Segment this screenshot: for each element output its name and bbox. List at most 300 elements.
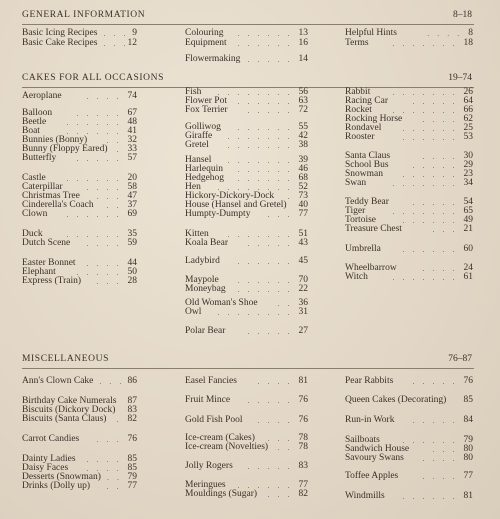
index-entry-name: Meringues [185, 480, 226, 490]
index-entry-name: Bunnies (Bonny) [22, 135, 88, 145]
index-entry-name: Giraffe [185, 131, 213, 141]
index-entry-page-number: 28 [127, 276, 137, 286]
index-entry-leader-dots: . . [277, 299, 293, 308]
index-entry-name: Hansel [185, 155, 212, 165]
index-entry-page-number: 57 [127, 153, 137, 163]
index-entry-leader-dots: . . . . . [76, 154, 122, 163]
index-entry-page-number: 14 [298, 54, 308, 64]
index-entry-name: Rocket [345, 105, 372, 115]
index-entry-page-number: 59 [127, 238, 137, 248]
index-entry-name: Snowman [345, 169, 383, 179]
index-entry [345, 376, 473, 387]
section-heading-general: GENERAL INFORMATION [22, 10, 146, 20]
index-entry-page-number: 55 [298, 122, 308, 132]
index-entry-page-number: 82 [127, 414, 137, 424]
index-entry [22, 238, 137, 249]
index-entry-name: Clown [22, 209, 48, 219]
index-entry [345, 272, 473, 283]
index-entry-page-number: 62 [463, 114, 473, 124]
index-entry-page-number: 52 [298, 182, 308, 192]
index-entry-page-number: 81 [463, 491, 473, 501]
index-entry-leader-dots: . . . [432, 225, 458, 234]
index-entry-page-number: 12 [127, 38, 137, 48]
index-entry-name: Toffee Apples [345, 471, 399, 481]
index-entry-page-number: 87 [127, 396, 137, 406]
index-entry [185, 415, 308, 426]
index-entry-page-number: 77 [298, 209, 308, 219]
index-entry-page-number: 9 [132, 28, 137, 38]
index-entry-leader-dots: . . . . . . . . [217, 88, 293, 97]
index-entry-leader-dots: . . . [267, 210, 293, 219]
index-entry-leader-dots: . . . . . . [402, 245, 458, 254]
index-entry-name: Biscuits (Santa Claus) [22, 414, 107, 424]
index-entry-name: Flowermaking [185, 54, 241, 64]
index-entry-page-number: 69 [127, 209, 137, 219]
index-entry-name: Dainty Ladies [22, 454, 76, 464]
index-entry-page-number: 61 [463, 272, 473, 282]
index-entry-name: Daisy Faces [22, 463, 69, 473]
index-entry-name: Koala Bear [185, 238, 228, 248]
index-entry-leader-dots: . . . . . . . [227, 132, 293, 141]
index-entry-page-number: 74 [127, 91, 137, 101]
index-entry-leader-dots: . . . . . . . . [217, 183, 293, 192]
index-entry-leader-dots: . . . . [427, 29, 463, 38]
index-entry-name: Colouring [185, 28, 224, 38]
index-entry-name: Biscuits (Dickory Dock) [22, 405, 116, 415]
index-entry-page-number: 44 [127, 258, 137, 268]
index-entry-name: Ladybird [185, 256, 220, 266]
index-entry-page-number: 73 [298, 191, 308, 201]
index-entry [22, 376, 137, 387]
index-entry-name: Fruit Mince [185, 395, 231, 405]
index-entry-leader-dots: . . . [96, 277, 122, 286]
index-entry [22, 209, 137, 220]
index-entry-leader-dots: . . . . . . [237, 97, 293, 106]
index-entry-leader-dots: . . . . . [412, 198, 458, 207]
index-entry-page-number: 34 [463, 178, 473, 188]
index-entry-name: Dutch Scene [22, 238, 71, 248]
index-entry-page-number: 24 [463, 263, 473, 273]
index-entry [185, 38, 308, 49]
index-entry-page-number: 78 [298, 442, 308, 452]
index-entry-name: Gold Fish Pool [185, 415, 243, 425]
index-entry-page-number: 16 [298, 38, 308, 48]
index-entry-leader-dots: . [116, 145, 122, 154]
index-entry [185, 209, 308, 220]
index-entry-leader-dots: . . . . . . [402, 216, 458, 225]
index-entry-leader-dots: . . . . [86, 259, 122, 268]
index-entry-page-number: 41 [127, 126, 137, 136]
index-entry-name: Balloon [22, 108, 53, 118]
index-entry-page-number: 8 [468, 28, 473, 38]
index-entry-name: Sailboats [345, 435, 380, 445]
index-entry-leader-dots: . . . . . . . [392, 207, 458, 216]
index-entry-leader-dots: . . . . . [76, 268, 122, 277]
index-entry [185, 284, 308, 295]
index-entry-leader-dots: . . . [99, 377, 125, 386]
index-entry-name: Ann's Clown Cake [22, 376, 94, 386]
index-entry [185, 140, 308, 151]
index-entry-leader-dots: . . . . . . [402, 436, 458, 445]
index-entry-leader-dots: . . [106, 201, 122, 210]
index-entry-name: Teddy Bear [345, 197, 389, 207]
index-entry-page-number: 38 [298, 140, 308, 150]
index-entry-leader-dots: . . . . . . [66, 174, 122, 183]
index-entry-name: Hedgehog [185, 173, 225, 183]
index-entry-leader-dots: . . . . . [247, 55, 293, 64]
section-range-misc: 76–87 [448, 354, 472, 364]
index-entry-page-number: 86 [127, 376, 137, 386]
index-entry [185, 489, 308, 500]
index-entry-page-number: 20 [127, 173, 137, 183]
index-entry-page-number: 49 [463, 215, 473, 225]
index-entry-leader-dots: . . . [103, 39, 129, 48]
index-entry-name: Mouldings (Sugar) [185, 489, 258, 499]
section-range-cakes: 19–74 [448, 73, 472, 83]
index-entry-name: Caterpillar [22, 182, 63, 192]
index-entry-leader-dots: . . . . [86, 183, 122, 192]
index-entry-name: Carrot Candies [22, 434, 80, 444]
index-entry-page-number: 40 [298, 200, 308, 210]
index-entry-leader-dots: . [287, 192, 293, 201]
index-entry-page-number: 67 [127, 108, 137, 118]
index-entry-page-number: 46 [298, 164, 308, 174]
index-entry-leader-dots: . . [106, 482, 122, 491]
index-entry-page-number: 77 [298, 480, 308, 490]
index-entry-page-number: 37 [127, 200, 137, 210]
index-entry-name: Old Woman's Shoe [185, 298, 258, 308]
index-entry-name: Kitten [185, 229, 209, 239]
index-entry [22, 38, 137, 49]
index-entry-page-number: 79 [127, 472, 137, 482]
index-entry [185, 395, 308, 406]
index-entry-name: Rabbit [345, 87, 371, 97]
index-entry-name: Butterfly [22, 153, 57, 163]
index-entry [22, 276, 137, 287]
index-entry-page-number: 43 [298, 238, 308, 248]
index-entry-name: Bunny (Floppy Eared) [22, 144, 108, 154]
index-entry-page-number: 21 [463, 224, 473, 234]
index-entry-leader-dots: . . . . [257, 377, 293, 386]
index-entry [185, 376, 308, 387]
index-entry-page-number: 51 [298, 229, 308, 239]
index-entry-leader-dots: . . . . . [76, 109, 122, 118]
index-entry-page-number: 13 [298, 28, 308, 38]
index-entry-page-number: 50 [127, 267, 137, 277]
index-entry-name: Birthday Cake Numerals [22, 396, 117, 406]
index-entry-name: Christmas Tree [22, 191, 80, 201]
index-entry-leader-dots: . . . . . . [66, 230, 122, 239]
index-entry [22, 434, 137, 445]
index-entry-page-number: 64 [463, 96, 473, 106]
index-entry-name: Wheelbarrow [345, 263, 397, 273]
index-entry-leader-dots: . . . . . . [66, 118, 122, 127]
index-entry-page-number: 31 [298, 307, 308, 317]
index-entry-page-number: 22 [298, 284, 308, 294]
index-entry-page-number: 39 [298, 155, 308, 165]
index-entry-leader-dots: . . [277, 443, 293, 452]
index-entry-name: Maypole [185, 275, 219, 285]
index-entry-name: Gretel [185, 140, 209, 150]
index-entry-leader-dots: . . . [103, 29, 129, 38]
index-entry-page-number: 66 [463, 105, 473, 115]
index-entry-name: Pear Rabbits [345, 376, 394, 386]
index-entry-leader-dots: . . . . . . [402, 492, 458, 501]
index-entry-page-number: 18 [463, 38, 473, 48]
index-entry-name: House (Hansel and Gretel) [185, 200, 287, 210]
index-entry-name: Basic Cake Recipes [22, 38, 98, 48]
index-entry-page-number: 25 [463, 123, 473, 133]
index-entry-leader-dots: . . . . [86, 92, 122, 101]
index-entry-page-number: 26 [463, 87, 473, 97]
index-entry-page-number: 42 [298, 131, 308, 141]
index-entry-name: Tiger [345, 206, 366, 216]
index-entry-page-number: 29 [463, 160, 473, 170]
index-entry-leader-dots: . . . . . . [237, 39, 293, 48]
index-entry-name: Witch [345, 272, 368, 282]
index-entry-name: Polar Bear [185, 326, 226, 336]
index-entry-page-number: 36 [298, 298, 308, 308]
index-entry [345, 453, 473, 464]
index-entry-leader-dots: . . . . . [247, 327, 293, 336]
index-entry-name: Fish [185, 87, 202, 97]
index-entry-page-number: 30 [463, 151, 473, 161]
index-entry [22, 153, 137, 164]
index-entry-page-number: 56 [298, 87, 308, 97]
index-entry-leader-dots: . . . . . [412, 161, 458, 170]
index-entry [185, 54, 308, 65]
index-entry-name: Castle [22, 173, 46, 183]
index-entry-name: Umbrella [345, 244, 381, 254]
index-entry [185, 307, 308, 318]
index-entry-page-number: 80 [463, 444, 473, 454]
index-entry [345, 38, 473, 49]
index-entry-leader-dots: . . . . [422, 454, 458, 463]
index-entry-name: Terms [345, 38, 369, 48]
index-entry-leader-dots: . . . . . . [237, 276, 293, 285]
index-entry-page-number: 76 [463, 376, 473, 386]
index-entry [185, 461, 308, 472]
index-entry-name: Duck [22, 229, 43, 239]
index-entry-leader-dots: . [116, 415, 122, 424]
index-entry-name: Windmills [345, 491, 385, 501]
index-entry-page-number: 53 [463, 132, 473, 142]
index-entry [22, 414, 137, 425]
index-entry-leader-dots: . . . . . . . [392, 179, 458, 188]
index-entry-leader-dots: . . . . . . [237, 29, 293, 38]
index-entry [22, 481, 137, 492]
section-heading-cakes: CAKES FOR ALL OCCASIONS [22, 73, 164, 83]
index-entry-leader-dots: . . . . [86, 464, 122, 473]
index-entry-page-number: 60 [463, 244, 473, 254]
index-entry-leader-dots: . . . . . [247, 106, 293, 115]
index-entry [185, 105, 308, 116]
section-range-general: 8–18 [453, 10, 472, 20]
index-entry-name: Aeroplane [22, 91, 62, 101]
index-entry-leader-dots: . . . . . . . [227, 230, 293, 239]
section-divider-general [22, 24, 474, 25]
index-entry-leader-dots: . . . [432, 445, 458, 454]
index-entry-leader-dots: . . . . . [412, 97, 458, 106]
index-entry [345, 395, 473, 406]
index-entry-leader-dots: . . . . . . [237, 165, 293, 174]
index-entry [185, 238, 308, 249]
index-entry-page-number: 85 [463, 395, 473, 405]
index-entry-name: Sandwich House [345, 444, 410, 454]
index-entry-page-number: 77 [463, 471, 473, 481]
index-entry-name: Rocking Horse [345, 114, 403, 124]
index-entry-name: Owl [185, 307, 202, 317]
index-entry-page-number: 65 [463, 206, 473, 216]
index-entry-name: Golliwog [185, 122, 221, 132]
index-entry-name: Easter Bonnet [22, 258, 76, 268]
index-entry-leader-dots: . . . . . . . [227, 141, 293, 150]
index-entry-name: Humpty-Dumpty [185, 209, 251, 219]
index-entry-leader-dots: . . [106, 473, 122, 482]
index-entry-page-number: 33 [127, 144, 137, 154]
index-entry-name: Equipment [185, 38, 227, 48]
index-entry-page-number: 68 [298, 173, 308, 183]
index-entry-name: Queen Cakes (Decorating) [345, 395, 447, 405]
index-entry-name: Run-in Work [345, 415, 395, 425]
index-entry-leader-dots: . . . . [422, 264, 458, 273]
index-entry-name: Ice-cream (Novelties) [185, 442, 269, 452]
index-entry-page-number: 77 [127, 481, 137, 491]
index-entry-name: Express (Train) [22, 276, 82, 286]
index-entry-page-number: 48 [127, 117, 137, 127]
index-entry-leader-dots: . . . . . . [402, 133, 458, 142]
index-entry-leader-dots: . . . . . . . [392, 39, 458, 48]
index-entry-page-number: 76 [298, 415, 308, 425]
index-entry-leader-dots: . . . . . . [237, 285, 293, 294]
index-entry-name: Tortoise [345, 215, 376, 225]
index-entry-leader-dots: . . . . . . . [392, 88, 458, 97]
index-entry-name: Savoury Swans [345, 453, 404, 463]
index-entry-page-number: 76 [127, 434, 137, 444]
index-entry [185, 326, 308, 337]
index-entry-leader-dots: . . . . [257, 416, 293, 425]
index-entry-leader-dots: . . . [267, 490, 293, 499]
index-entry-leader-dots: . . . . . . [402, 124, 458, 133]
index-entry-leader-dots: . . . . [422, 115, 458, 124]
index-entry-leader-dots: . . . . . . [237, 174, 293, 183]
section-divider-misc [22, 368, 474, 369]
index-entry-name: Elephant [22, 267, 56, 277]
index-entry-page-number: 63 [298, 96, 308, 106]
section-heading-misc: MISCELLANEOUS [22, 354, 109, 364]
index-entry-name: Ice-cream (Cakes) [185, 433, 255, 443]
index-entry [345, 224, 473, 235]
index-entry-name: Cinderella's Coach [22, 200, 94, 210]
index-entry [345, 415, 473, 426]
index-entry-leader-dots: . . . . . . [402, 170, 458, 179]
index-entry [345, 471, 473, 482]
index-entry-name: Fox Terrier [185, 105, 228, 115]
index-entry-leader-dots: . . . . . . [237, 123, 293, 132]
index-entry-page-number: 23 [463, 169, 473, 179]
index-entry-name: School Bus [345, 160, 389, 170]
index-entry-name: Drinks (Dolly up) [22, 481, 91, 491]
index-entry-leader-dots: . . . . . . [66, 127, 122, 136]
index-entry-page-number: 79 [463, 435, 473, 445]
index-entry-page-number: 58 [127, 182, 137, 192]
index-entry-name: Rooster [345, 132, 375, 142]
index-entry-leader-dots: . . . . . [412, 416, 458, 425]
index-entry-leader-dots: . . . . . [247, 462, 293, 471]
index-entry [22, 91, 137, 102]
index-entry [345, 491, 473, 502]
index-entry-leader-dots: . . . . . [247, 396, 293, 405]
index-entry-name: Harlequin [185, 164, 223, 174]
index-entry-page-number: 84 [463, 415, 473, 425]
index-entry-page-number: 83 [298, 461, 308, 471]
index-entry-name: Jolly Rogers [185, 461, 233, 471]
index-entry-name: Flower Pot [185, 96, 227, 106]
index-entry-name: Hickory-Dickory-Dock [185, 191, 275, 201]
index-entry-name: Racing Car [345, 96, 389, 106]
index-entry-page-number: 54 [463, 197, 473, 207]
index-entry [345, 178, 473, 189]
index-entry-leader-dots: . . . . [422, 472, 458, 481]
index-entry-page-number: 83 [127, 405, 137, 415]
index-entry-page-number: 85 [127, 463, 137, 473]
index-entry-name: Rondavel [345, 123, 382, 133]
index-entry-leader-dots: . . . . . . . [392, 106, 458, 115]
index-entry-leader-dots: . . . . . [412, 377, 458, 386]
index-entry-name: Beetle [22, 117, 47, 127]
index-entry-leader-dots: . . . [267, 434, 293, 443]
index-entry-page-number: 32 [127, 135, 137, 145]
index-entry [185, 442, 308, 453]
index-entry-leader-dots: . . . . . . [66, 210, 122, 219]
index-entry-leader-dots: . . . . . . [237, 481, 293, 490]
index-entry-leader-dots: . . . . . . . . [217, 308, 293, 317]
index-entry-name: Desserts (Snowman) [22, 472, 101, 482]
index-entry [345, 132, 473, 143]
index-entry-name: Treasure Chest [345, 224, 402, 234]
index-entry-page-number: 76 [298, 395, 308, 405]
index-entry-page-number: 85 [127, 454, 137, 464]
index-entry-page-number: 27 [298, 326, 308, 336]
index-entry-leader-dots: . . . . . [247, 239, 293, 248]
index-entry-leader-dots: . . [106, 136, 122, 145]
index-entry-page-number: 80 [463, 453, 473, 463]
index-entry-name: Basic Icing Recipes [22, 28, 98, 38]
index-entry-name: Swan [345, 178, 367, 188]
index-entry [345, 244, 473, 255]
index-entry-page-number: 82 [298, 489, 308, 499]
index-entry-name: Santa Claus [345, 151, 391, 161]
index-entry-page-number: 72 [298, 105, 308, 115]
index-entry-leader-dots: . . . . . . . [392, 273, 458, 282]
index-entry-page-number: 81 [298, 376, 308, 386]
index-entry-page-number: 47 [127, 191, 137, 201]
index-entry [185, 256, 308, 267]
index-entry-page-number: 70 [298, 275, 308, 285]
index-entry-leader-dots: . . . . [422, 152, 458, 161]
index-entry-leader-dots: . . . [96, 435, 122, 444]
index-entry-leader-dots: . . . . [86, 455, 122, 464]
index-entry-leader-dots: . . . . [86, 239, 122, 248]
index-entry-name: Boat [22, 126, 40, 136]
index-entry-name: Helpful Hints [345, 28, 397, 38]
index-entry-page-number: 35 [127, 229, 137, 239]
index-entry-leader-dots: . . . . . . [237, 257, 293, 266]
index-entry-page-number: 78 [298, 433, 308, 443]
index-entry-name: Hen [185, 182, 201, 192]
index-entry-name: Moneybag [185, 284, 226, 294]
index-entry-leader-dots: . . . [96, 192, 122, 201]
